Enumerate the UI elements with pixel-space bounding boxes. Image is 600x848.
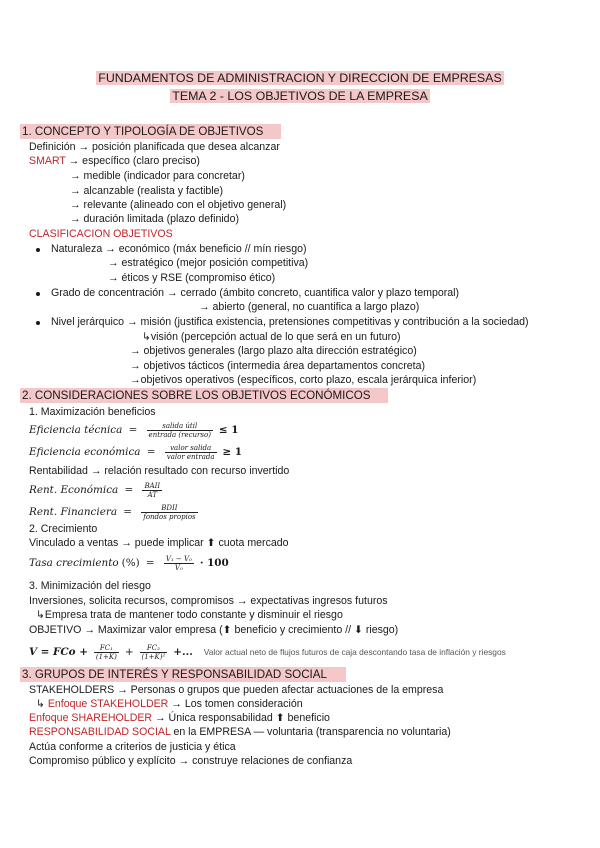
smart-item: → duración limitada (plazo definido) xyxy=(70,213,239,225)
eficiencia-tecnica-formula: Eficiencia técnica = $\frac{\text{salida útil}}{\text{entrada (recurso)}}$ ≤ 1 xyxy=(29,421,239,439)
nivel-sub: →objetivos operativos (específicos, corto plazo, escala jerárquica inferior) xyxy=(130,374,477,386)
fraction: $\frac{\text{BAII}}{AT}$ xyxy=(144,481,161,499)
bullet-icon xyxy=(36,321,40,325)
fraction: $\frac{\text{BDII}}{\text{fondos propios}}$ xyxy=(143,503,196,521)
smart-item: → medible (indicador para concretar) xyxy=(70,170,245,182)
valor-formula: V = FCo + $\frac{\text{FC₁}}{(1+K)}$ + $\frac{\text{FC₂}}{\text{(1+K)²}}$ +... Valor actual neto de flujos futuros de caja descontando tasa de inflación y riesgos xyxy=(29,643,506,661)
smart-line: SMART → específico (claro preciso) xyxy=(29,155,200,167)
doc-subtitle: TEMA 2 - LOS OBJETIVOS DE LA EMPRESA xyxy=(172,89,428,103)
smart-item: → alcanzable (realista y factible) xyxy=(70,185,224,197)
enfoque-shareholder-line: Enfoque SHAREHOLDER → Única responsabilidad ⬆ beneficio xyxy=(29,712,330,724)
naturaleza-sub: → estratégico (mejor posición competitiva) xyxy=(108,257,309,269)
compromiso-line: Compromiso público y explícito → construye relaciones de confianza xyxy=(29,755,353,767)
classification-heading: CLASIFICACION OBJETIVOS xyxy=(29,228,173,240)
responsabilidad-social-line: RESPONSABILIDAD SOCIAL en la EMPRESA — voluntaria (transparencia no voluntaria) xyxy=(29,726,451,738)
bullet-icon xyxy=(36,248,40,252)
fraction: $\frac{\text{V₁ − V₀}}{\text{V₀}}$ xyxy=(165,554,192,572)
eficiencia-economica-formula: Eficiencia económica = $\frac{\text{valor salida}}{\text{valor entrada}}$ ≥ 1 xyxy=(29,443,243,461)
maximizacion-heading: 1. Maximización beneficios xyxy=(29,406,156,418)
nivel-sub: ↳visión (percepción actual de lo que será en un futuro) xyxy=(142,331,401,343)
actua-line: Actúa conforme a criterios de justicia y ética xyxy=(29,741,236,753)
grado-sub: → abierto (general, no cuantifica a largo plazo) xyxy=(199,301,420,313)
section-3-heading: 3. GRUPOS DE INTERÉS Y RESPONSABILIDAD SOCIAL xyxy=(20,667,346,682)
enfoque-stakeholder-line: ↳ Enfoque STAKEHOLDER → Los tomen consideración xyxy=(36,698,303,710)
fraction: $\frac{\text{FC₁}}{(1+K)}$ xyxy=(95,643,117,661)
crecimiento-heading: 2. Crecimiento xyxy=(29,523,98,535)
valor-note: Valor actual neto de flujos futuros de caja descontando tasa de inflación y riesgos xyxy=(203,647,506,657)
objetivo-line: OBJETIVO → Maximizar valor empresa (⬆ beneficio y crecimiento // ⬇ riesgo) xyxy=(29,624,399,636)
bullet-icon xyxy=(36,292,40,296)
nivel-sub: → objetivos generales (largo plazo alta dirección estratégico) xyxy=(130,345,417,357)
section-1-heading: 1. CONCEPTO Y TIPOLOGÍA DE OBJETIVOS xyxy=(20,124,281,139)
minimizacion-heading: 3. Minimización del riesgo xyxy=(29,580,151,592)
fraction: $\frac{\text{FC₂}}{\text{(1+K)²}}$ xyxy=(141,643,166,661)
stakeholders-line: STAKEHOLDERS → Personas o grupos que pueden afectar actuaciones de la empresa xyxy=(29,684,444,696)
inversiones-line: Inversiones, solicita recursos, compromisos → expectativas ingresos futuros xyxy=(29,595,388,607)
naturaleza-sub: → éticos y RSE (compromiso ético) xyxy=(108,272,276,284)
fraction: $\frac{\text{valor salida}}{\text{valor entrada}}$ xyxy=(166,443,215,461)
rentabilidad-line: Rentabilidad → relación resultado con recurso invertido xyxy=(29,465,290,477)
grado-line: Grado de concentración → cerrado (ámbito concreto, cuantifica valor y plazo temporal) xyxy=(51,287,460,299)
section-2-heading: 2. CONSIDERACIONES SOBRE LOS OBJETIVOS ECONÓMICOS xyxy=(20,388,388,403)
doc-title: FUNDAMENTOS DE ADMINISTRACION Y DIRECCION DE EMPRESAS xyxy=(98,71,502,85)
rent-economica-formula: Rent. Económica = $\frac{\text{BAII}}{AT}$ xyxy=(29,481,161,499)
definition-line: Definición → posición planificada que desea alcanzar xyxy=(29,141,280,153)
empresa-line: ↳Empresa trata de mantener todo constante y disminuir el riesgo xyxy=(36,609,343,621)
tasa-crecimiento-formula: Tasa crecimiento (%) = $\frac{\text{V₁ − V₀}}{\text{V₀}}$ · 100 xyxy=(29,554,229,572)
nivel-sub: → objetivos tácticos (intermedia área departamentos concreta) xyxy=(130,360,426,372)
fraction: $\frac{\text{salida útil}}{\text{entrada (recurso)}}$ xyxy=(148,421,211,439)
nivel-line: Nivel jerárquico → misión (justifica existencia, pretensiones competitivas y contribución a la sociedad) xyxy=(51,316,529,328)
rent-financiera-formula: Rent. Financiera = $\frac{\text{BDII}}{\text{fondos propios}}$ xyxy=(29,503,196,521)
smart-item: → relevante (alineado con el objetivo general) xyxy=(70,199,287,211)
vinculado-line: Vinculado a ventas → puede implicar ⬆ cuota mercado xyxy=(29,537,289,549)
naturaleza-line: Naturaleza → económico (máx beneficio // mín riesgo) xyxy=(51,243,307,255)
